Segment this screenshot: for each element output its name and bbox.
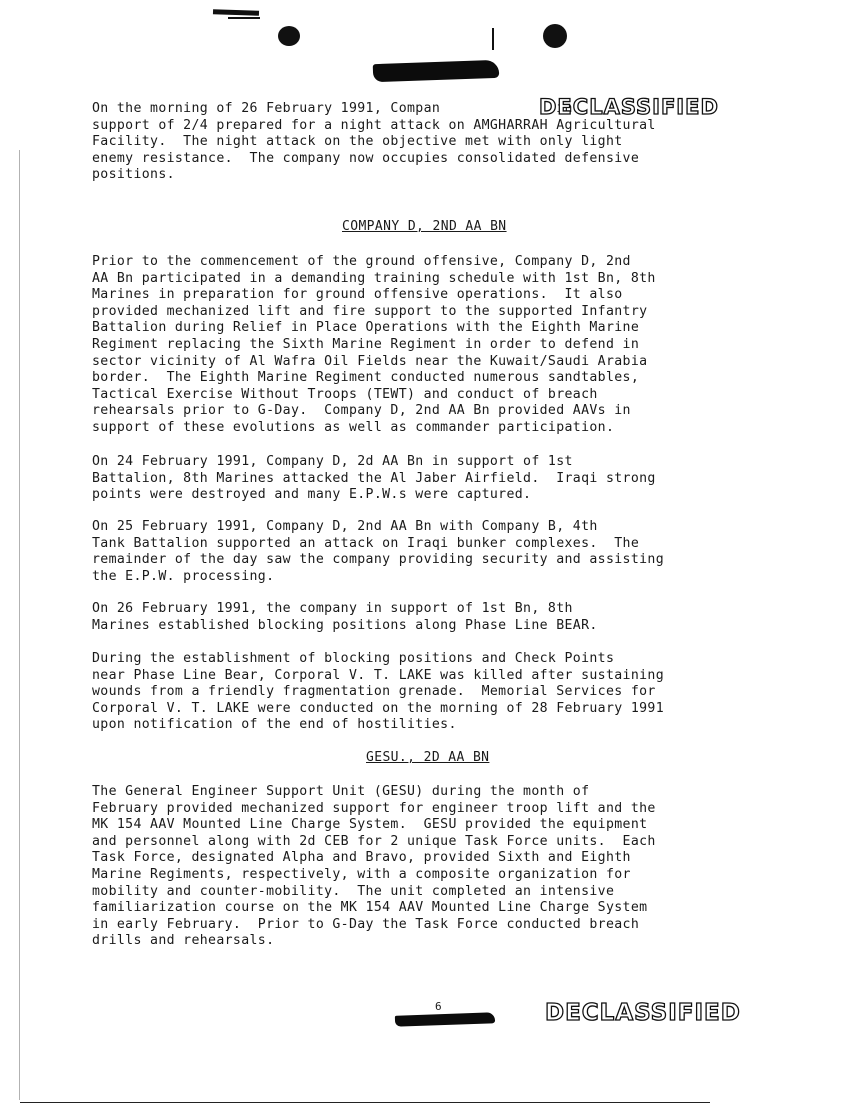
punch-hole-left [278,26,300,46]
scan-mark-center-line [492,28,494,50]
paragraph-5: On 26 February 1991, the company in support of 1st Bn, 8th Marines established blocking positions along Phase Line BEAR. [92,601,598,633]
paragraph-6: During the establishment of blocking positions and Check Points near Phase Line Bear, Corporal V. T. LAKE was killed after sustaining wounds from a friendly fragmentation grenade. Memorial Services for Corporal V. T. LAKE were conducted on the morning of 28 February 1991 upon notification of the end of hostilities. [92,651,664,733]
paragraph-2: Prior to the commencement of the ground offensive, Company D, 2nd AA Bn participated in a demanding training schedule with 1st Bn, 8th Marines in preparation for ground offensive operations. It also provided mechanized lift and fire support to the supported Infantry Battalion during Relief in Place Operations with the Eighth Marine Regiment replacing the Sixth Marine Regiment in order to defend in sector vicinity of Al Wafra Oil Fields near the Kuwait/Saudi Arabia border. The Eighth Marine Regiment conducted numerous sandtables, Tactical Exercise Without Troops (TEWT) and conduct of breach rehearsals prior to G-Day. Company D, 2nd AA Bn provided AAVs in support of these evolutions as well as commander participation. [92,254,656,435]
punch-hole-right [543,24,567,48]
heading-gesu: GESU., 2D AA BN [366,750,490,765]
scan-mark-top-left-underline [228,17,260,19]
paragraph-1: On the morning of 26 February 1991, Compan in support of 2/4 prepared for a night attack on AMGHARRAH Agricultural Facility. The night attack on the objective met with only light enemy resistance. The company now occupies consolidated defensive positions. [92,101,656,183]
scan-edge-bottom [20,1102,710,1103]
declassified-stamp-top: DECLASSIFIED [539,95,719,119]
scan-mark-top-left [213,9,259,16]
paragraph-3: On 24 February 1991, Company D, 2d AA Bn in support of 1st Battalion, 8th Marines attacked the Al Jaber Airfield. Iraqi strong points were destroyed and many E.P.W.s were captured. [92,454,656,503]
redaction-mark-top [373,60,500,82]
page-number: 6 [435,1000,442,1013]
paragraph-7: The General Engineer Support Unit (GESU) during the month of February provided mechanized support for engineer troop lift and the MK 154 AAV Mounted Line Charge System. GESU provided the equipment and personnel along with 2d CEB for 2 unique Task Force units. Each Task Force, designated Alpha and Bravo, provided Sixth and Eighth Marine Regiments, respectively, with a composite organization for mobility and counter-mobility. The unit completed an intensive familiarization course on the MK 154 AAV Mounted Line Charge System in early February. Prior to G-Day the Task Force conducted breach drills and rehearsals. [92,784,656,949]
heading-company-d: COMPANY D, 2ND AA BN [342,219,507,234]
paragraph-4: On 25 February 1991, Company D, 2nd AA Bn with Company B, 4th Tank Battalion supported an attack on Iraqi bunker complexes. The remainder of the day saw the company providing security and assisting the E.P.W. processing. [92,519,664,584]
redaction-mark-bottom [395,1012,495,1026]
scan-edge-left [19,150,20,1100]
declassified-stamp-bottom: DECLASSIFIED [545,1000,741,1026]
